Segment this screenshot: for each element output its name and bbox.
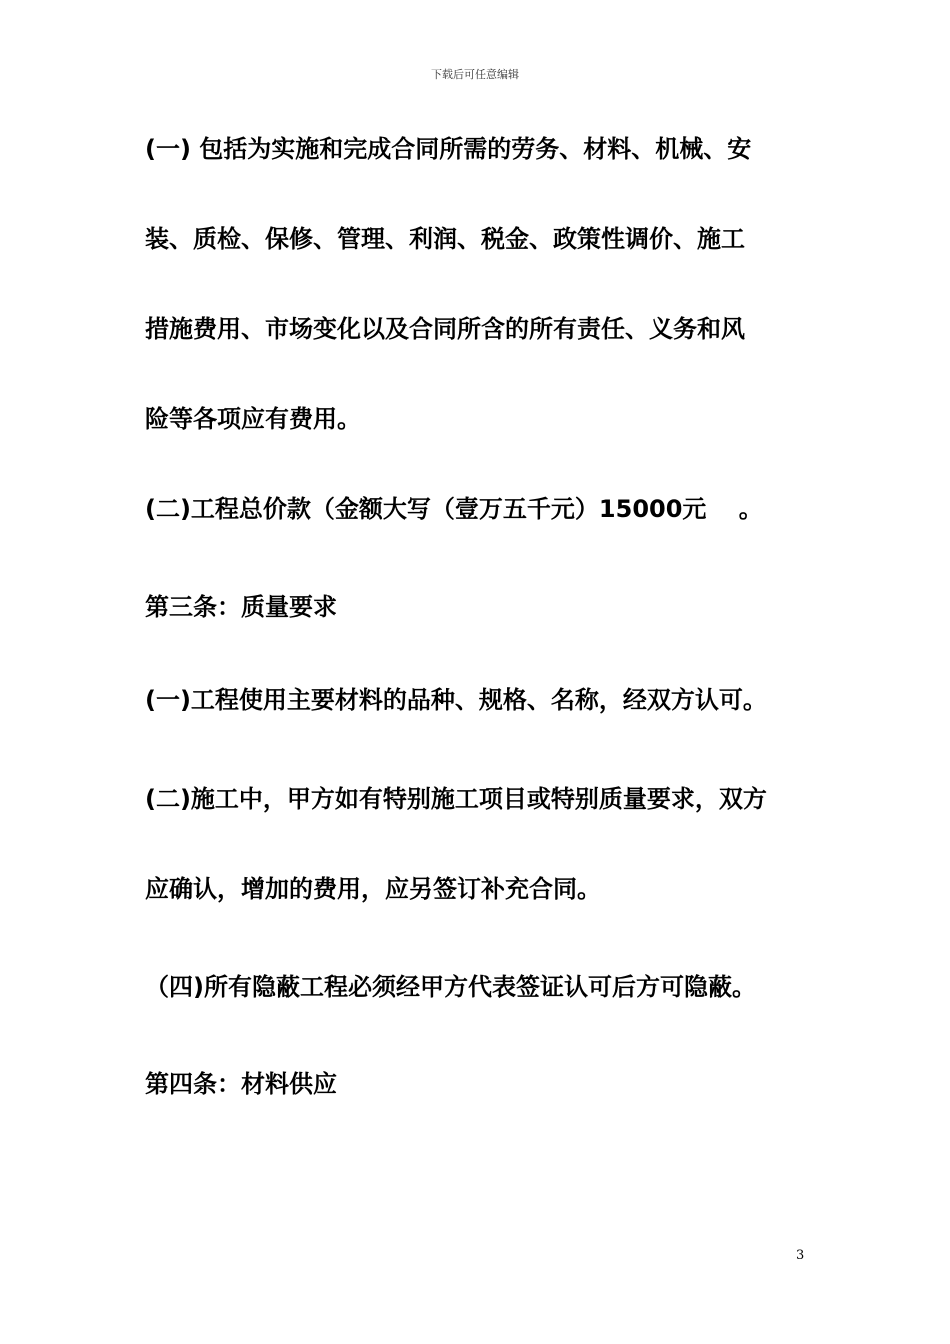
body-line-3: 措施费用、市场变化以及合同所含的所有责任、义务和风 (145, 315, 745, 343)
page-number: 3 (796, 1248, 805, 1263)
page-header: 下载后可任意编辑 (431, 68, 519, 81)
body-line-10: （四)所有隐蔽工程必须经甲方代表签证认可后方可隐蔽。 (145, 973, 756, 1001)
body-line-9: 应确认，增加的费用，应另签订补充合同。 (145, 875, 601, 903)
body-line-7: (一)工程使用主要材料的品种、规格、名称，经双方认可。 (145, 686, 767, 714)
body-line-8: (二)施工中，甲方如有特别施工项目或特别质量要求，双方 (145, 785, 767, 813)
body-line-2: 装、质检、保修、管理、利润、税金、政策性调价、施工 (145, 225, 745, 253)
body-line-4: 险等各项应有费用。 (145, 405, 361, 433)
section-heading-quality: 第三条：质量要求 (145, 593, 337, 621)
body-line-1: (一) 包括为实施和完成合同所需的劳务、材料、机械、安 (145, 135, 752, 163)
section-heading-materials: 第四条：材料供应 (145, 1070, 337, 1098)
body-line-5: (二)工程总价款（金额大写（壹万五千元）15000元 。 (145, 495, 763, 523)
